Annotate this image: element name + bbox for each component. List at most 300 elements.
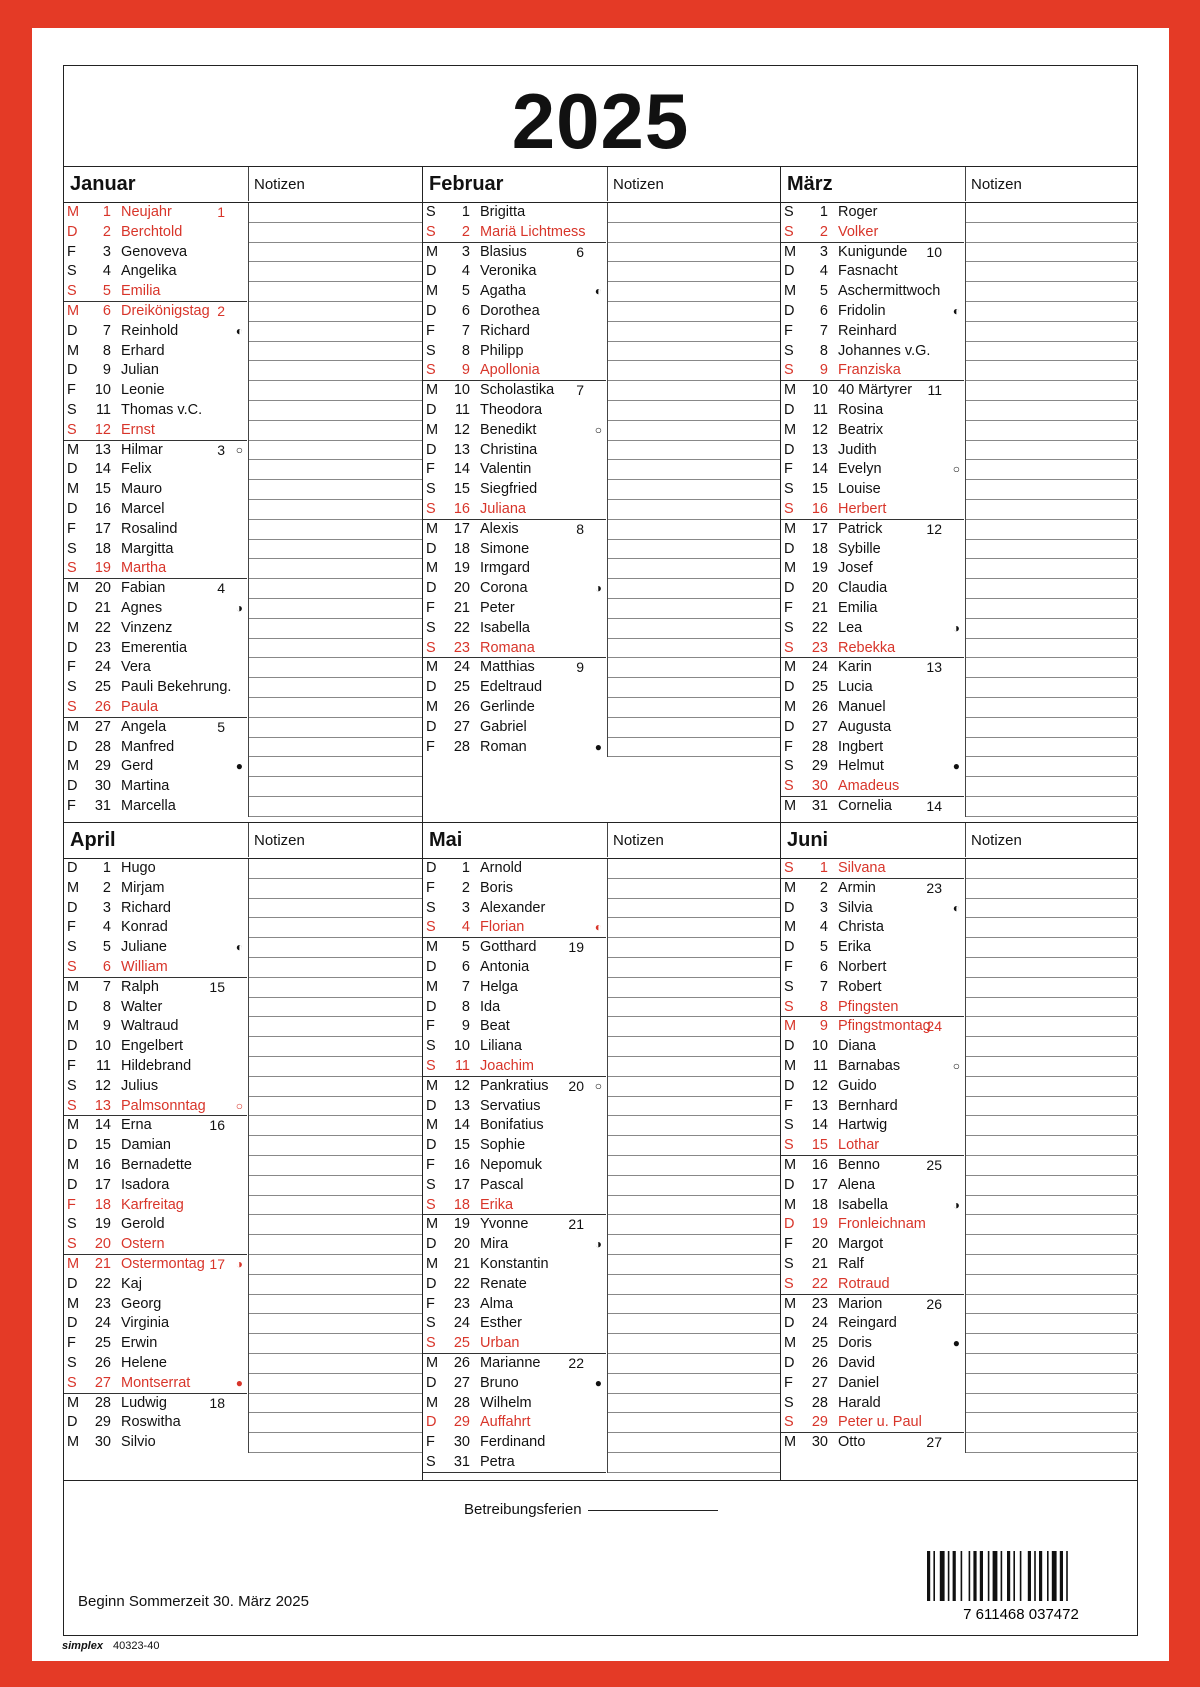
note-line[interactable] bbox=[966, 1215, 1138, 1235]
note-line[interactable] bbox=[608, 899, 780, 919]
day-row bbox=[64, 1354, 247, 1374]
note-line[interactable] bbox=[608, 859, 780, 879]
note-line[interactable] bbox=[249, 262, 422, 282]
weekday-letter: F bbox=[426, 1434, 435, 1451]
note-line[interactable] bbox=[966, 599, 1138, 619]
day-number: 12 bbox=[811, 1077, 828, 1094]
note-line[interactable] bbox=[608, 1077, 780, 1097]
note-line[interactable] bbox=[249, 797, 422, 817]
name-day: Karin bbox=[838, 659, 872, 676]
note-line[interactable] bbox=[966, 918, 1138, 938]
note-line[interactable] bbox=[249, 757, 422, 777]
note-line[interactable] bbox=[608, 1176, 780, 1196]
note-line[interactable] bbox=[966, 1314, 1138, 1334]
note-line[interactable] bbox=[966, 658, 1138, 678]
note-line[interactable] bbox=[608, 958, 780, 978]
note-line[interactable] bbox=[608, 1255, 780, 1275]
note-line[interactable] bbox=[608, 1334, 780, 1354]
moon-phase-icon: ◑ bbox=[594, 1237, 602, 1252]
day-number: 31 bbox=[453, 1453, 470, 1470]
note-line[interactable] bbox=[608, 401, 780, 421]
note-line[interactable] bbox=[966, 738, 1138, 758]
note-line[interactable] bbox=[608, 1235, 780, 1255]
note-line[interactable] bbox=[249, 381, 422, 401]
weekday-letter: S bbox=[67, 1216, 77, 1233]
note-line[interactable] bbox=[249, 282, 422, 302]
note-line[interactable] bbox=[608, 918, 780, 938]
note-line[interactable] bbox=[249, 1394, 422, 1414]
note-line[interactable] bbox=[249, 322, 422, 342]
note-line[interactable] bbox=[249, 1176, 422, 1196]
note-line[interactable] bbox=[249, 1334, 422, 1354]
note-line[interactable] bbox=[966, 958, 1138, 978]
note-line[interactable] bbox=[608, 698, 780, 718]
day-number: 22 bbox=[94, 619, 111, 636]
note-line[interactable] bbox=[608, 559, 780, 579]
note-line[interactable] bbox=[249, 540, 422, 560]
day-row bbox=[423, 1196, 606, 1216]
weekday-letter: M bbox=[426, 1216, 439, 1233]
moon-phase-icon: ● bbox=[952, 1336, 960, 1351]
weekday-letter: S bbox=[426, 639, 436, 656]
note-line[interactable] bbox=[966, 1057, 1138, 1077]
name-day: Barnabas bbox=[838, 1057, 901, 1074]
note-line[interactable] bbox=[966, 223, 1138, 243]
note-line[interactable] bbox=[608, 1314, 780, 1334]
note-line[interactable] bbox=[966, 718, 1138, 738]
day-row bbox=[64, 918, 247, 938]
day-number: 27 bbox=[94, 718, 111, 735]
weekday-letter: D bbox=[426, 1275, 437, 1292]
note-line[interactable] bbox=[966, 441, 1138, 461]
day-row bbox=[423, 1176, 606, 1196]
note-line[interactable] bbox=[608, 619, 780, 639]
note-line[interactable] bbox=[608, 1017, 780, 1037]
note-line[interactable] bbox=[608, 879, 780, 899]
notes-title: Notizen bbox=[248, 823, 305, 857]
weekday-letter: S bbox=[67, 1097, 77, 1114]
note-line[interactable] bbox=[608, 1215, 780, 1235]
note-line[interactable] bbox=[966, 262, 1138, 282]
note-line[interactable] bbox=[249, 559, 422, 579]
barcode-bar bbox=[1028, 1551, 1031, 1601]
note-line[interactable] bbox=[249, 1275, 422, 1295]
note-line[interactable] bbox=[249, 777, 422, 797]
weekday-letter: D bbox=[784, 263, 795, 280]
note-line[interactable] bbox=[966, 1275, 1138, 1295]
note-line[interactable] bbox=[249, 1037, 422, 1057]
note-line[interactable] bbox=[966, 460, 1138, 480]
day-number: 12 bbox=[94, 1077, 111, 1094]
name-day: Silvio bbox=[121, 1434, 156, 1451]
note-line[interactable] bbox=[608, 1136, 780, 1156]
note-line[interactable] bbox=[966, 203, 1138, 223]
note-line[interactable] bbox=[249, 579, 422, 599]
note-line[interactable] bbox=[966, 1077, 1138, 1097]
day-row bbox=[64, 1314, 247, 1334]
note-line[interactable] bbox=[249, 1314, 422, 1334]
note-line[interactable] bbox=[966, 639, 1138, 659]
day-number: 18 bbox=[453, 540, 470, 557]
note-line[interactable] bbox=[608, 1433, 780, 1453]
note-line[interactable] bbox=[966, 1176, 1138, 1196]
day-row bbox=[781, 1413, 964, 1433]
note-line[interactable] bbox=[249, 698, 422, 718]
note-line[interactable] bbox=[966, 698, 1138, 718]
weekday-letter: F bbox=[67, 919, 76, 936]
name-day: Ferdinand bbox=[480, 1434, 546, 1451]
weekday-letter: D bbox=[784, 441, 795, 458]
note-line[interactable] bbox=[966, 1433, 1138, 1453]
day-row bbox=[781, 1196, 964, 1216]
note-line[interactable] bbox=[966, 678, 1138, 698]
note-line[interactable] bbox=[966, 619, 1138, 639]
note-line[interactable] bbox=[249, 1215, 422, 1235]
day-row bbox=[64, 1037, 247, 1057]
day-number: 19 bbox=[811, 1216, 828, 1233]
week-number: 18 bbox=[209, 1394, 225, 1411]
note-line[interactable] bbox=[608, 302, 780, 322]
name-day: Harald bbox=[838, 1394, 881, 1411]
note-line[interactable] bbox=[249, 1235, 422, 1255]
weekday-letter: M bbox=[426, 978, 439, 995]
weekday-letter: F bbox=[784, 1097, 793, 1114]
weekday-letter: M bbox=[784, 1335, 797, 1352]
note-line[interactable] bbox=[966, 1255, 1138, 1275]
note-line[interactable] bbox=[608, 243, 780, 263]
note-line[interactable] bbox=[608, 678, 780, 698]
note-line[interactable] bbox=[249, 998, 422, 1018]
note-line[interactable] bbox=[249, 738, 422, 758]
note-line[interactable] bbox=[608, 203, 780, 223]
note-line[interactable] bbox=[249, 879, 422, 899]
note-line[interactable] bbox=[249, 599, 422, 619]
name-day: Rotraud bbox=[838, 1275, 890, 1292]
day-row bbox=[423, 698, 606, 718]
note-line[interactable] bbox=[608, 421, 780, 441]
name-day: Alexander bbox=[480, 899, 546, 916]
note-line[interactable] bbox=[249, 203, 422, 223]
moon-phase-icon: ● bbox=[235, 759, 243, 774]
note-line[interactable] bbox=[249, 401, 422, 421]
note-line[interactable] bbox=[249, 223, 422, 243]
note-line[interactable] bbox=[608, 1275, 780, 1295]
note-line[interactable] bbox=[608, 480, 780, 500]
note-line[interactable] bbox=[608, 1413, 780, 1433]
note-line[interactable] bbox=[966, 859, 1138, 879]
note-line[interactable] bbox=[608, 342, 780, 362]
name-day: Gerd bbox=[121, 758, 154, 775]
note-line[interactable] bbox=[966, 1097, 1138, 1117]
note-line[interactable] bbox=[249, 1077, 422, 1097]
day-row bbox=[781, 1374, 964, 1394]
note-line[interactable] bbox=[966, 757, 1138, 777]
day-row bbox=[781, 1037, 964, 1057]
note-line[interactable] bbox=[966, 899, 1138, 919]
note-line[interactable] bbox=[249, 480, 422, 500]
note-line[interactable] bbox=[249, 1374, 422, 1394]
note-line[interactable] bbox=[608, 599, 780, 619]
note-line[interactable] bbox=[249, 1295, 422, 1315]
note-line[interactable] bbox=[249, 899, 422, 919]
weekday-letter: D bbox=[426, 580, 437, 597]
note-line[interactable] bbox=[249, 460, 422, 480]
note-line[interactable] bbox=[966, 540, 1138, 560]
name-day: Bernhard bbox=[838, 1097, 898, 1114]
note-line[interactable] bbox=[249, 500, 422, 520]
note-line[interactable] bbox=[608, 262, 780, 282]
note-line[interactable] bbox=[608, 1354, 780, 1374]
note-line[interactable] bbox=[249, 520, 422, 540]
day-number: 25 bbox=[453, 1335, 470, 1352]
note-line[interactable] bbox=[249, 1097, 422, 1117]
note-line[interactable] bbox=[966, 1136, 1138, 1156]
weekday-letter: S bbox=[67, 679, 77, 696]
note-line[interactable] bbox=[608, 381, 780, 401]
weekday-letter: S bbox=[784, 860, 794, 876]
note-line[interactable] bbox=[249, 302, 422, 322]
day-number: 4 bbox=[102, 263, 111, 280]
note-line[interactable] bbox=[608, 500, 780, 520]
note-line[interactable] bbox=[249, 1017, 422, 1037]
day-number: 5 bbox=[102, 283, 111, 300]
note-line[interactable] bbox=[966, 500, 1138, 520]
note-line[interactable] bbox=[966, 401, 1138, 421]
note-line[interactable] bbox=[249, 1413, 422, 1433]
moon-phase-icon: ◑ bbox=[952, 620, 960, 635]
note-line[interactable] bbox=[966, 559, 1138, 579]
day-row bbox=[423, 879, 606, 899]
name-day: Armin bbox=[838, 879, 876, 896]
note-line[interactable] bbox=[608, 978, 780, 998]
note-line[interactable] bbox=[608, 1374, 780, 1394]
note-line[interactable] bbox=[966, 1196, 1138, 1216]
note-line[interactable] bbox=[608, 1295, 780, 1315]
day-row bbox=[423, 441, 606, 461]
note-line[interactable] bbox=[249, 361, 422, 381]
note-line[interactable] bbox=[249, 1156, 422, 1176]
note-line[interactable] bbox=[249, 958, 422, 978]
name-day: Montserrat bbox=[121, 1374, 191, 1391]
day-row bbox=[64, 1334, 247, 1354]
name-day: Pfingstmontag bbox=[838, 1018, 931, 1035]
note-line[interactable] bbox=[249, 1255, 422, 1275]
note-line[interactable] bbox=[608, 998, 780, 1018]
note-line[interactable] bbox=[966, 579, 1138, 599]
day-number: 17 bbox=[453, 520, 470, 537]
weekday-letter: S bbox=[67, 263, 77, 280]
note-line[interactable] bbox=[608, 223, 780, 243]
note-line[interactable] bbox=[966, 1374, 1138, 1394]
note-line[interactable] bbox=[966, 1295, 1138, 1315]
note-line[interactable] bbox=[608, 520, 780, 540]
day-row bbox=[781, 322, 964, 342]
note-line[interactable] bbox=[608, 1453, 780, 1473]
note-line[interactable] bbox=[966, 1235, 1138, 1255]
day-number: 11 bbox=[812, 1057, 828, 1074]
day-number: 21 bbox=[94, 599, 111, 616]
name-day: Guido bbox=[838, 1077, 877, 1094]
note-line[interactable] bbox=[608, 540, 780, 560]
note-line[interactable] bbox=[966, 1413, 1138, 1433]
note-line[interactable] bbox=[966, 998, 1138, 1018]
note-line[interactable] bbox=[966, 361, 1138, 381]
day-number: 6 bbox=[819, 958, 828, 975]
name-day: Genoveva bbox=[121, 243, 188, 260]
note-line[interactable] bbox=[966, 1017, 1138, 1037]
note-line[interactable] bbox=[249, 859, 422, 879]
day-number: 28 bbox=[453, 1394, 470, 1411]
day-number: 11 bbox=[95, 401, 111, 418]
weekday-letter: D bbox=[784, 580, 795, 597]
note-line[interactable] bbox=[249, 978, 422, 998]
note-line[interactable] bbox=[608, 441, 780, 461]
brand-line bbox=[62, 1640, 159, 1652]
note-line[interactable] bbox=[249, 718, 422, 738]
note-line[interactable] bbox=[966, 1354, 1138, 1374]
weekday-letter: D bbox=[426, 958, 437, 975]
note-line[interactable] bbox=[249, 342, 422, 362]
note-line[interactable] bbox=[608, 1057, 780, 1077]
note-line[interactable] bbox=[249, 1196, 422, 1216]
note-line[interactable] bbox=[966, 777, 1138, 797]
weekday-letter: D bbox=[426, 1097, 437, 1114]
note-line[interactable] bbox=[249, 938, 422, 958]
weekday-letter: D bbox=[784, 1354, 795, 1371]
day-number: 6 bbox=[819, 302, 828, 319]
note-line[interactable] bbox=[608, 938, 780, 958]
note-line[interactable] bbox=[249, 441, 422, 461]
day-row bbox=[781, 500, 964, 520]
name-day: Scholastika bbox=[480, 382, 555, 399]
day-row bbox=[64, 401, 247, 421]
day-number: 2 bbox=[461, 223, 470, 240]
day-row bbox=[64, 1136, 247, 1156]
name-day: Matthias bbox=[480, 659, 535, 676]
name-day: Waltraud bbox=[121, 1018, 179, 1035]
weekday-letter: S bbox=[784, 1137, 794, 1154]
note-line[interactable] bbox=[249, 1136, 422, 1156]
note-line[interactable] bbox=[249, 243, 422, 263]
note-line[interactable] bbox=[249, 678, 422, 698]
note-line[interactable] bbox=[966, 938, 1138, 958]
day-number: 10 bbox=[94, 1038, 111, 1055]
note-line[interactable] bbox=[608, 1394, 780, 1414]
note-line[interactable] bbox=[249, 639, 422, 659]
note-line[interactable] bbox=[249, 1116, 422, 1136]
weekday-letter: M bbox=[784, 382, 797, 399]
note-line[interactable] bbox=[966, 1156, 1138, 1176]
weekday-letter: M bbox=[426, 421, 439, 438]
weekday-letter: S bbox=[67, 560, 77, 577]
note-line[interactable] bbox=[966, 421, 1138, 441]
note-line[interactable] bbox=[249, 918, 422, 938]
note-line[interactable] bbox=[966, 797, 1138, 817]
name-day: Silvia bbox=[838, 899, 873, 916]
note-line[interactable] bbox=[608, 1196, 780, 1216]
note-line[interactable] bbox=[608, 282, 780, 302]
note-line[interactable] bbox=[608, 1156, 780, 1176]
day-number: 5 bbox=[461, 283, 470, 300]
day-row bbox=[781, 1394, 964, 1414]
day-number: 14 bbox=[94, 461, 111, 478]
note-line[interactable] bbox=[966, 1037, 1138, 1057]
day-number: 12 bbox=[453, 1077, 470, 1094]
day-row bbox=[64, 1394, 247, 1414]
note-line[interactable] bbox=[966, 978, 1138, 998]
weekday-letter: S bbox=[426, 204, 436, 220]
day-number: 1 bbox=[461, 860, 470, 876]
week-number: 21 bbox=[568, 1216, 584, 1233]
note-line[interactable] bbox=[966, 282, 1138, 302]
note-line[interactable] bbox=[249, 619, 422, 639]
note-line[interactable] bbox=[966, 381, 1138, 401]
day-number: 1 bbox=[102, 860, 111, 876]
week-number: 16 bbox=[209, 1117, 225, 1134]
note-line[interactable] bbox=[966, 879, 1138, 899]
day-list bbox=[781, 203, 964, 817]
weekday-letter: S bbox=[67, 939, 77, 956]
weekday-letter: D bbox=[67, 1414, 78, 1431]
note-line[interactable] bbox=[608, 718, 780, 738]
note-line[interactable] bbox=[966, 302, 1138, 322]
note-line[interactable] bbox=[608, 579, 780, 599]
note-line[interactable] bbox=[608, 1116, 780, 1136]
note-line[interactable] bbox=[966, 322, 1138, 342]
month-name: Mai bbox=[429, 829, 463, 851]
note-line[interactable] bbox=[608, 1037, 780, 1057]
note-line[interactable] bbox=[608, 1097, 780, 1117]
day-number: 3 bbox=[102, 899, 111, 916]
day-number: 25 bbox=[811, 679, 828, 696]
note-line[interactable] bbox=[608, 658, 780, 678]
note-line[interactable] bbox=[249, 1354, 422, 1374]
note-line[interactable] bbox=[966, 342, 1138, 362]
weekday-letter: S bbox=[67, 401, 77, 418]
note-line[interactable] bbox=[249, 658, 422, 678]
weekday-letter: M bbox=[67, 1434, 80, 1451]
day-number: 28 bbox=[94, 738, 111, 755]
note-line[interactable] bbox=[608, 322, 780, 342]
name-day: Cornelia bbox=[838, 797, 892, 814]
day-row bbox=[423, 1156, 606, 1176]
name-day: Marion bbox=[838, 1295, 883, 1312]
note-line[interactable] bbox=[966, 480, 1138, 500]
note-line[interactable] bbox=[249, 1433, 422, 1453]
note-line[interactable] bbox=[966, 1334, 1138, 1354]
name-day: Lea bbox=[838, 619, 863, 636]
name-day: Ralph bbox=[121, 978, 159, 995]
note-line[interactable] bbox=[608, 639, 780, 659]
name-day: Siegfried bbox=[480, 481, 538, 498]
week-number: 1 bbox=[217, 204, 225, 220]
month-name: Juni bbox=[787, 829, 829, 851]
note-line[interactable] bbox=[249, 421, 422, 441]
weekday-letter: S bbox=[784, 998, 794, 1015]
note-line[interactable] bbox=[608, 361, 780, 381]
note-line[interactable] bbox=[966, 520, 1138, 540]
day-number: 14 bbox=[453, 461, 470, 478]
name-day: Vera bbox=[121, 659, 151, 676]
note-line[interactable] bbox=[608, 460, 780, 480]
weekday-letter: D bbox=[784, 1176, 795, 1193]
note-line[interactable] bbox=[966, 1116, 1138, 1136]
name-day: Claudia bbox=[838, 580, 888, 597]
note-line[interactable] bbox=[608, 738, 780, 758]
note-line[interactable] bbox=[249, 1057, 422, 1077]
note-line[interactable] bbox=[966, 1394, 1138, 1414]
note-line[interactable] bbox=[966, 243, 1138, 263]
